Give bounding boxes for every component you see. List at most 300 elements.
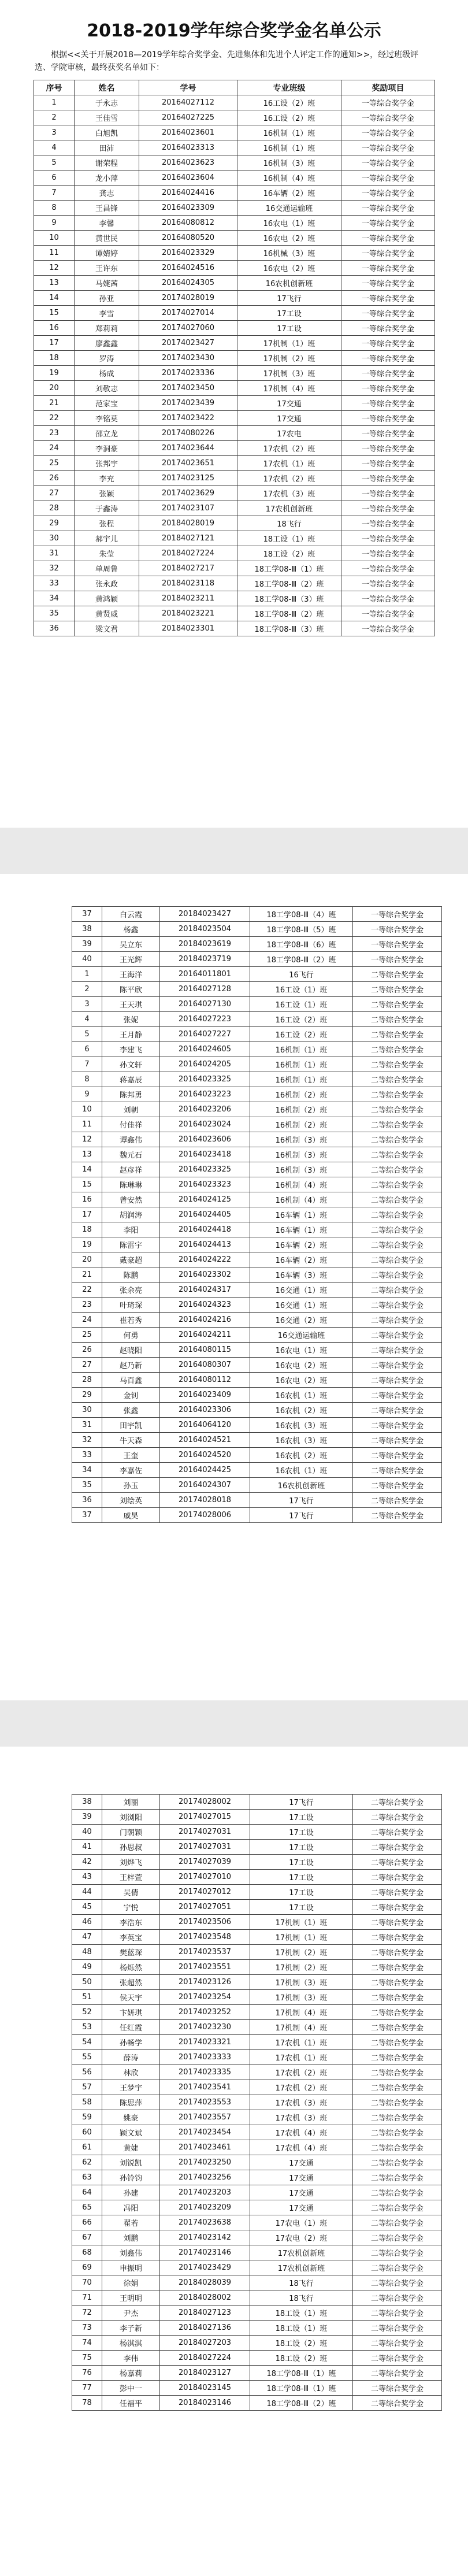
table-row bbox=[72, 1388, 442, 1403]
cell-student-id: 20164024425 bbox=[160, 1463, 250, 1478]
table-row bbox=[34, 486, 435, 501]
cell-name: 徐娟 bbox=[102, 2275, 160, 2290]
cell-award: 二等综合奖学金 bbox=[353, 1177, 442, 1192]
cell-name: 樊蓝琛 bbox=[102, 1945, 160, 1960]
cell-student-id: 20164023302 bbox=[160, 1267, 250, 1283]
table-row bbox=[72, 1915, 442, 1930]
table-row bbox=[72, 1313, 442, 1328]
cell-award: 一等综合奖学金 bbox=[341, 291, 435, 306]
table-row bbox=[34, 381, 435, 396]
cell-class: 17交通 bbox=[250, 2155, 353, 2170]
cell-student-id: 20174023638 bbox=[160, 2215, 250, 2230]
table-row bbox=[72, 1493, 442, 1508]
cell-student-id: 20174023551 bbox=[160, 1960, 250, 1975]
table-row bbox=[34, 366, 435, 381]
table-row bbox=[72, 2245, 442, 2260]
cell-index: 59 bbox=[72, 2110, 102, 2125]
cell-index: 12 bbox=[34, 261, 75, 276]
cell-index: 60 bbox=[72, 2125, 102, 2140]
page-title: 2018-2019学年综合奖学金名单公示 bbox=[87, 21, 381, 41]
cell-index: 54 bbox=[72, 2035, 102, 2050]
cell-class: 18工学08-Ⅲ（2）班 bbox=[237, 576, 341, 591]
cell-award: 二等综合奖学金 bbox=[353, 1855, 442, 1870]
cell-award: 二等综合奖学金 bbox=[353, 1448, 442, 1463]
cell-name: 张永政 bbox=[75, 576, 139, 591]
cell-student-id: 20174027015 bbox=[160, 1810, 250, 1825]
cell-class: 17工设 bbox=[250, 1870, 353, 1885]
cell-class: 17农机（1）班 bbox=[250, 2050, 353, 2065]
cell-index: 37 bbox=[72, 1508, 102, 1523]
page-gap bbox=[0, 1700, 468, 1747]
cell-student-id: 20174023429 bbox=[160, 2260, 250, 2275]
cell-award: 一等综合奖学金 bbox=[341, 546, 435, 561]
cell-class: 17农机（4）班 bbox=[250, 2140, 353, 2155]
cell-award: 二等综合奖学金 bbox=[353, 1358, 442, 1373]
cell-class: 18工学08-Ⅲ（1）班 bbox=[250, 2366, 353, 2381]
cell-name: 李雪 bbox=[75, 306, 139, 321]
cell-award: 一等综合奖学金 bbox=[341, 140, 435, 155]
cell-class: 16交通运输班 bbox=[250, 1328, 353, 1343]
cell-index: 25 bbox=[72, 1328, 102, 1343]
cell-award: 二等综合奖学金 bbox=[353, 1975, 442, 1990]
cell-class: 17农机（2）班 bbox=[237, 471, 341, 486]
cell-student-id: 20184028002 bbox=[160, 2290, 250, 2306]
cell-student-id: 20164024317 bbox=[160, 1283, 250, 1298]
cell-student-id: 20184028039 bbox=[160, 2275, 250, 2290]
cell-name: 刘绘英 bbox=[102, 1493, 160, 1508]
cell-award: 一等综合奖学金 bbox=[341, 576, 435, 591]
cell-award: 一等综合奖学金 bbox=[341, 456, 435, 471]
cell-class: 16工设（2）班 bbox=[250, 1027, 353, 1042]
cell-student-id: 20164023606 bbox=[160, 1132, 250, 1147]
cell-index: 75 bbox=[72, 2351, 102, 2366]
cell-student-id: 20184027224 bbox=[160, 2351, 250, 2366]
cell-name: 李充 bbox=[75, 471, 139, 486]
cell-index: 66 bbox=[72, 2215, 102, 2230]
cell-award: 一等综合奖学金 bbox=[341, 396, 435, 411]
cell-class: 16农电（2）班 bbox=[250, 1373, 353, 1388]
cell-name: 马婕茜 bbox=[75, 276, 139, 291]
table-row bbox=[72, 1358, 442, 1373]
cell-index: 12 bbox=[72, 1132, 102, 1147]
cell-award: 二等综合奖学金 bbox=[353, 2050, 442, 2065]
cell-award: 二等综合奖学金 bbox=[353, 1508, 442, 1523]
cell-class: 17工设 bbox=[237, 306, 341, 321]
cell-class: 17机制（3）班 bbox=[237, 366, 341, 381]
table-row bbox=[72, 1042, 442, 1057]
cell-class: 18工学08-Ⅲ（5）班 bbox=[250, 922, 353, 937]
cell-index: 42 bbox=[72, 1855, 102, 1870]
table-row bbox=[34, 140, 435, 155]
cell-student-id: 20174023107 bbox=[139, 501, 237, 516]
cell-award: 一等综合奖学金 bbox=[341, 531, 435, 546]
cell-index: 63 bbox=[72, 2170, 102, 2185]
cell-student-id: 20164023306 bbox=[160, 1403, 250, 1418]
cell-index: 53 bbox=[72, 2020, 102, 2035]
cell-index: 51 bbox=[72, 1990, 102, 2005]
cell-award: 二等综合奖学金 bbox=[353, 1795, 442, 1810]
cell-class: 17交通 bbox=[250, 2200, 353, 2215]
table-row bbox=[72, 1418, 442, 1433]
cell-student-id: 20184027203 bbox=[160, 2336, 250, 2351]
cell-class: 17农机（3）班 bbox=[250, 2095, 353, 2110]
cell-class: 16车辆（2）班 bbox=[250, 1252, 353, 1267]
cell-student-id: 20164023323 bbox=[160, 1177, 250, 1192]
table-row bbox=[34, 501, 435, 516]
cell-name: 赵乃新 bbox=[102, 1358, 160, 1373]
cell-student-id: 20164080520 bbox=[139, 231, 237, 246]
cell-name: 彭中一 bbox=[102, 2381, 160, 2396]
cell-name: 孙亚 bbox=[75, 291, 139, 306]
cell-index: 68 bbox=[72, 2245, 102, 2260]
cell-name: 胡润涛 bbox=[102, 1207, 160, 1222]
award-table-continued bbox=[72, 906, 442, 1523]
cell-award: 二等综合奖学金 bbox=[353, 1072, 442, 1087]
cell-class: 16机制（1）班 bbox=[237, 140, 341, 155]
cell-name: 黄贤威 bbox=[75, 606, 139, 621]
table-row bbox=[72, 982, 442, 997]
cell-index: 16 bbox=[34, 321, 75, 336]
cell-award: 二等综合奖学金 bbox=[353, 2080, 442, 2095]
cell-class: 18工设（1）班 bbox=[237, 531, 341, 546]
table-row bbox=[34, 471, 435, 486]
cell-index: 6 bbox=[72, 1042, 102, 1057]
cell-name: 陈琳琳 bbox=[102, 1177, 160, 1192]
cell-class: 18工学08-Ⅲ（1）班 bbox=[237, 561, 341, 576]
table-row bbox=[34, 426, 435, 441]
cell-index: 32 bbox=[72, 1433, 102, 1448]
cell-index: 40 bbox=[72, 1825, 102, 1840]
cell-student-id: 20174023336 bbox=[139, 366, 237, 381]
cell-index: 6 bbox=[34, 171, 75, 186]
table-row bbox=[72, 1433, 442, 1448]
cell-name: 王光辉 bbox=[102, 952, 160, 967]
cell-class: 16机制（4）班 bbox=[250, 1192, 353, 1207]
cell-index: 43 bbox=[72, 1870, 102, 1885]
cell-class: 18工学08-Ⅲ（2）班 bbox=[250, 2396, 353, 2411]
cell-name: 杨烁然 bbox=[102, 1960, 160, 1975]
table-row bbox=[72, 1795, 442, 1810]
table-row bbox=[72, 1192, 442, 1207]
cell-name: 门朝颖 bbox=[102, 1825, 160, 1840]
table-row bbox=[72, 1222, 442, 1237]
cell-student-id: 20164024222 bbox=[160, 1252, 250, 1267]
cell-award: 二等综合奖学金 bbox=[353, 1132, 442, 1147]
table-row bbox=[72, 2170, 442, 2185]
table-row bbox=[72, 907, 442, 922]
cell-award: 二等综合奖学金 bbox=[353, 982, 442, 997]
cell-name: 田宇凯 bbox=[102, 1418, 160, 1433]
cell-name: 杨鑫 bbox=[102, 922, 160, 937]
cell-class: 18工设（2）班 bbox=[250, 2351, 353, 2366]
cell-name: 张颖 bbox=[75, 486, 139, 501]
cell-index: 25 bbox=[34, 456, 75, 471]
cell-name: 崔若秀 bbox=[102, 1313, 160, 1328]
cell-index: 78 bbox=[72, 2396, 102, 2411]
table-row bbox=[34, 591, 435, 606]
cell-index: 76 bbox=[72, 2366, 102, 2381]
cell-student-id: 20174080226 bbox=[139, 426, 237, 441]
cell-class: 17工设 bbox=[250, 1885, 353, 1900]
table-row bbox=[34, 110, 435, 125]
cell-award: 二等综合奖学金 bbox=[353, 2200, 442, 2215]
cell-index: 28 bbox=[72, 1373, 102, 1388]
table-row bbox=[72, 1478, 442, 1493]
cell-student-id: 20164024125 bbox=[160, 1192, 250, 1207]
table-row bbox=[34, 516, 435, 531]
cell-student-id: 20184027121 bbox=[139, 531, 237, 546]
cell-index: 71 bbox=[72, 2290, 102, 2306]
cell-student-id: 20164024216 bbox=[160, 1313, 250, 1328]
cell-name: 王明明 bbox=[102, 2290, 160, 2306]
cell-award: 二等综合奖学金 bbox=[353, 1493, 442, 1508]
cell-index: 14 bbox=[72, 1162, 102, 1177]
cell-name: 孙文轩 bbox=[102, 1057, 160, 1072]
cell-award: 二等综合奖学金 bbox=[353, 1403, 442, 1418]
cell-name: 王月静 bbox=[102, 1027, 160, 1042]
table-header-row bbox=[34, 80, 435, 95]
cell-name: 蒋嘉辰 bbox=[102, 1072, 160, 1087]
cell-student-id: 20174023461 bbox=[160, 2140, 250, 2155]
cell-student-id: 20164027225 bbox=[139, 110, 237, 125]
cell-student-id: 20174023427 bbox=[139, 336, 237, 351]
cell-award: 二等综合奖学金 bbox=[353, 2185, 442, 2200]
table-row bbox=[72, 1840, 442, 1855]
cell-student-id: 20174023548 bbox=[160, 1930, 250, 1945]
cell-index: 48 bbox=[72, 1945, 102, 1960]
cell-award: 二等综合奖学金 bbox=[353, 2245, 442, 2260]
table-row bbox=[34, 411, 435, 426]
cell-class: 17农机（2）班 bbox=[250, 2080, 353, 2095]
cell-award: 二等综合奖学金 bbox=[353, 1990, 442, 2005]
cell-student-id: 20174027039 bbox=[160, 1855, 250, 1870]
cell-student-id: 20174023454 bbox=[160, 2125, 250, 2140]
header-class: 专业班级 bbox=[237, 80, 341, 95]
cell-class: 18工学08-Ⅲ（3）班 bbox=[237, 591, 341, 606]
cell-class: 17机制（2）班 bbox=[250, 1945, 353, 1960]
cell-class: 16工设（1）班 bbox=[250, 997, 353, 1012]
cell-student-id: 20174023252 bbox=[160, 2005, 250, 2020]
cell-award: 一等综合奖学金 bbox=[353, 922, 442, 937]
cell-award: 二等综合奖学金 bbox=[353, 1900, 442, 1915]
cell-class: 17农机创新班 bbox=[250, 2260, 353, 2275]
cell-student-id: 20164024605 bbox=[160, 1042, 250, 1057]
table-row bbox=[72, 2035, 442, 2050]
cell-student-id: 20164024323 bbox=[160, 1298, 250, 1313]
cell-award: 一等综合奖学金 bbox=[341, 155, 435, 171]
cell-award: 二等综合奖学金 bbox=[353, 2396, 442, 2411]
cell-name: 刘鑫伟 bbox=[102, 2245, 160, 2260]
cell-student-id: 20164024416 bbox=[139, 186, 237, 201]
cell-name: 刘敬志 bbox=[75, 381, 139, 396]
cell-award: 二等综合奖学金 bbox=[353, 1870, 442, 1885]
cell-index: 5 bbox=[34, 155, 75, 171]
cell-student-id: 20174023146 bbox=[160, 2245, 250, 2260]
cell-name: 侯天宇 bbox=[102, 1990, 160, 2005]
cell-class: 17农机（4）班 bbox=[250, 2125, 353, 2140]
table-row bbox=[72, 2351, 442, 2366]
table-row bbox=[72, 2366, 442, 2381]
cell-name: 张余亮 bbox=[102, 1283, 160, 1298]
cell-student-id: 20184023118 bbox=[139, 576, 237, 591]
cell-index: 72 bbox=[72, 2306, 102, 2321]
cell-index: 65 bbox=[72, 2200, 102, 2215]
cell-class: 16农电（2）班 bbox=[237, 231, 341, 246]
cell-class: 18工学08-Ⅲ（1）班 bbox=[250, 2381, 353, 2396]
cell-class: 17农机创新班 bbox=[237, 501, 341, 516]
cell-name: 李阳 bbox=[102, 1222, 160, 1237]
cell-index: 58 bbox=[72, 2095, 102, 2110]
table-row bbox=[72, 1508, 442, 1523]
cell-name: 吴倩 bbox=[102, 1885, 160, 1900]
cell-index: 70 bbox=[72, 2275, 102, 2290]
cell-class: 16车辆（1）班 bbox=[250, 1222, 353, 1237]
cell-name: 陈邦勇 bbox=[102, 1087, 160, 1102]
cell-name: 陈鹏 bbox=[102, 1267, 160, 1283]
cell-class: 17工设 bbox=[250, 1900, 353, 1915]
table-row bbox=[34, 186, 435, 201]
cell-index: 61 bbox=[72, 2140, 102, 2155]
cell-class: 17飞行 bbox=[250, 1493, 353, 1508]
cell-award: 二等综合奖学金 bbox=[353, 1945, 442, 1960]
cell-student-id: 20164024205 bbox=[160, 1057, 250, 1072]
cell-student-id: 20174023651 bbox=[139, 456, 237, 471]
cell-award: 二等综合奖学金 bbox=[353, 1222, 442, 1237]
table-row bbox=[34, 606, 435, 621]
cell-student-id: 20184027217 bbox=[139, 561, 237, 576]
cell-index: 4 bbox=[72, 1012, 102, 1027]
cell-award: 一等综合奖学金 bbox=[341, 411, 435, 426]
cell-student-id: 20174027014 bbox=[139, 306, 237, 321]
cell-award: 一等综合奖学金 bbox=[341, 441, 435, 456]
cell-index: 38 bbox=[72, 1795, 102, 1810]
cell-name: 黄鸿颖 bbox=[75, 591, 139, 606]
cell-name: 李浩东 bbox=[102, 1915, 160, 1930]
cell-award: 二等综合奖学金 bbox=[353, 1147, 442, 1162]
table-row bbox=[72, 1207, 442, 1222]
cell-name: 梁文君 bbox=[75, 621, 139, 636]
cell-index: 8 bbox=[34, 201, 75, 216]
cell-student-id: 20184027123 bbox=[160, 2306, 250, 2321]
cell-index: 21 bbox=[72, 1267, 102, 1283]
cell-student-id: 20174023422 bbox=[139, 411, 237, 426]
cell-class: 16农电（1）班 bbox=[237, 216, 341, 231]
cell-class: 17飞行 bbox=[237, 291, 341, 306]
cell-class: 16机制（2）班 bbox=[250, 1117, 353, 1132]
cell-student-id: 20184028019 bbox=[139, 516, 237, 531]
cell-award: 一等综合奖学金 bbox=[341, 276, 435, 291]
table-row bbox=[72, 1810, 442, 1825]
table-row bbox=[72, 2125, 442, 2140]
table-row bbox=[34, 276, 435, 291]
table-row bbox=[34, 351, 435, 366]
cell-name: 任福平 bbox=[102, 2396, 160, 2411]
cell-student-id: 20174023557 bbox=[160, 2110, 250, 2125]
cell-student-id: 20174023254 bbox=[160, 1990, 250, 2005]
cell-award: 一等综合奖学金 bbox=[341, 621, 435, 636]
cell-index: 27 bbox=[72, 1358, 102, 1373]
table-row bbox=[72, 1463, 442, 1478]
cell-index: 77 bbox=[72, 2381, 102, 2396]
cell-award: 二等综合奖学金 bbox=[353, 1960, 442, 1975]
cell-student-id: 20164024520 bbox=[160, 1448, 250, 1463]
table-row bbox=[34, 546, 435, 561]
cell-index: 10 bbox=[34, 231, 75, 246]
cell-class: 16农机（1）班 bbox=[250, 1463, 353, 1478]
cell-name: 张妮 bbox=[102, 1012, 160, 1027]
table-row bbox=[34, 531, 435, 546]
cell-award: 二等综合奖学金 bbox=[353, 2065, 442, 2080]
cell-student-id: 20164027227 bbox=[160, 1027, 250, 1042]
cell-student-id: 20164024516 bbox=[139, 261, 237, 276]
cell-student-id: 20174027031 bbox=[160, 1825, 250, 1840]
cell-award: 二等综合奖学金 bbox=[353, 1252, 442, 1267]
cell-index: 30 bbox=[34, 531, 75, 546]
cell-name: 朱莹 bbox=[75, 546, 139, 561]
cell-name: 陈思萍 bbox=[102, 2095, 160, 2110]
cell-award: 二等综合奖学金 bbox=[353, 2381, 442, 2396]
table-row bbox=[34, 561, 435, 576]
cell-class: 16机制（2）班 bbox=[250, 1087, 353, 1102]
cell-index: 34 bbox=[72, 1463, 102, 1478]
table-row bbox=[34, 456, 435, 471]
cell-name: 刘烨飞 bbox=[102, 1855, 160, 1870]
cell-index: 16 bbox=[72, 1192, 102, 1207]
cell-index: 17 bbox=[34, 336, 75, 351]
table-row bbox=[72, 1945, 442, 1960]
cell-award: 二等综合奖学金 bbox=[353, 2125, 442, 2140]
cell-index: 20 bbox=[72, 1252, 102, 1267]
cell-name: 何勇 bbox=[102, 1328, 160, 1343]
cell-class: 17机制（4）班 bbox=[250, 2020, 353, 2035]
cell-award: 一等综合奖学金 bbox=[353, 937, 442, 952]
table-row bbox=[72, 1900, 442, 1915]
table-row bbox=[34, 201, 435, 216]
cell-student-id: 20164024418 bbox=[160, 1222, 250, 1237]
cell-name: 申振明 bbox=[102, 2260, 160, 2275]
cell-index: 69 bbox=[72, 2260, 102, 2275]
cell-class: 18工设（2）班 bbox=[237, 546, 341, 561]
cell-student-id: 20184023221 bbox=[139, 606, 237, 621]
cell-award: 一等综合奖学金 bbox=[341, 321, 435, 336]
cell-class: 16机制（1）班 bbox=[250, 1072, 353, 1087]
cell-index: 35 bbox=[72, 1478, 102, 1493]
cell-student-id: 20184023127 bbox=[160, 2366, 250, 2381]
table-row bbox=[72, 2110, 442, 2125]
cell-student-id: 20174023321 bbox=[160, 2035, 250, 2050]
cell-name: 陈雷宇 bbox=[102, 1237, 160, 1252]
cell-student-id: 20174027012 bbox=[160, 1885, 250, 1900]
cell-index: 19 bbox=[34, 366, 75, 381]
cell-name: 谭鑫伟 bbox=[102, 1132, 160, 1147]
cell-index: 41 bbox=[72, 1840, 102, 1855]
cell-name: 颖文斌 bbox=[102, 2125, 160, 2140]
table-row bbox=[72, 1237, 442, 1252]
cell-index: 31 bbox=[72, 1418, 102, 1433]
cell-award: 一等综合奖学金 bbox=[341, 306, 435, 321]
cell-name: 龚志 bbox=[75, 186, 139, 201]
cell-student-id: 20164024405 bbox=[160, 1207, 250, 1222]
cell-name: 刘鹏 bbox=[102, 2230, 160, 2245]
cell-index: 18 bbox=[72, 1222, 102, 1237]
cell-student-id: 20174023203 bbox=[160, 2185, 250, 2200]
cell-index: 38 bbox=[72, 922, 102, 937]
cell-award: 二等综合奖学金 bbox=[353, 2020, 442, 2035]
cell-index: 18 bbox=[34, 351, 75, 366]
cell-class: 17工设 bbox=[250, 1810, 353, 1825]
cell-student-id: 20164024521 bbox=[160, 1433, 250, 1448]
cell-name: 戚昊 bbox=[102, 1508, 160, 1523]
